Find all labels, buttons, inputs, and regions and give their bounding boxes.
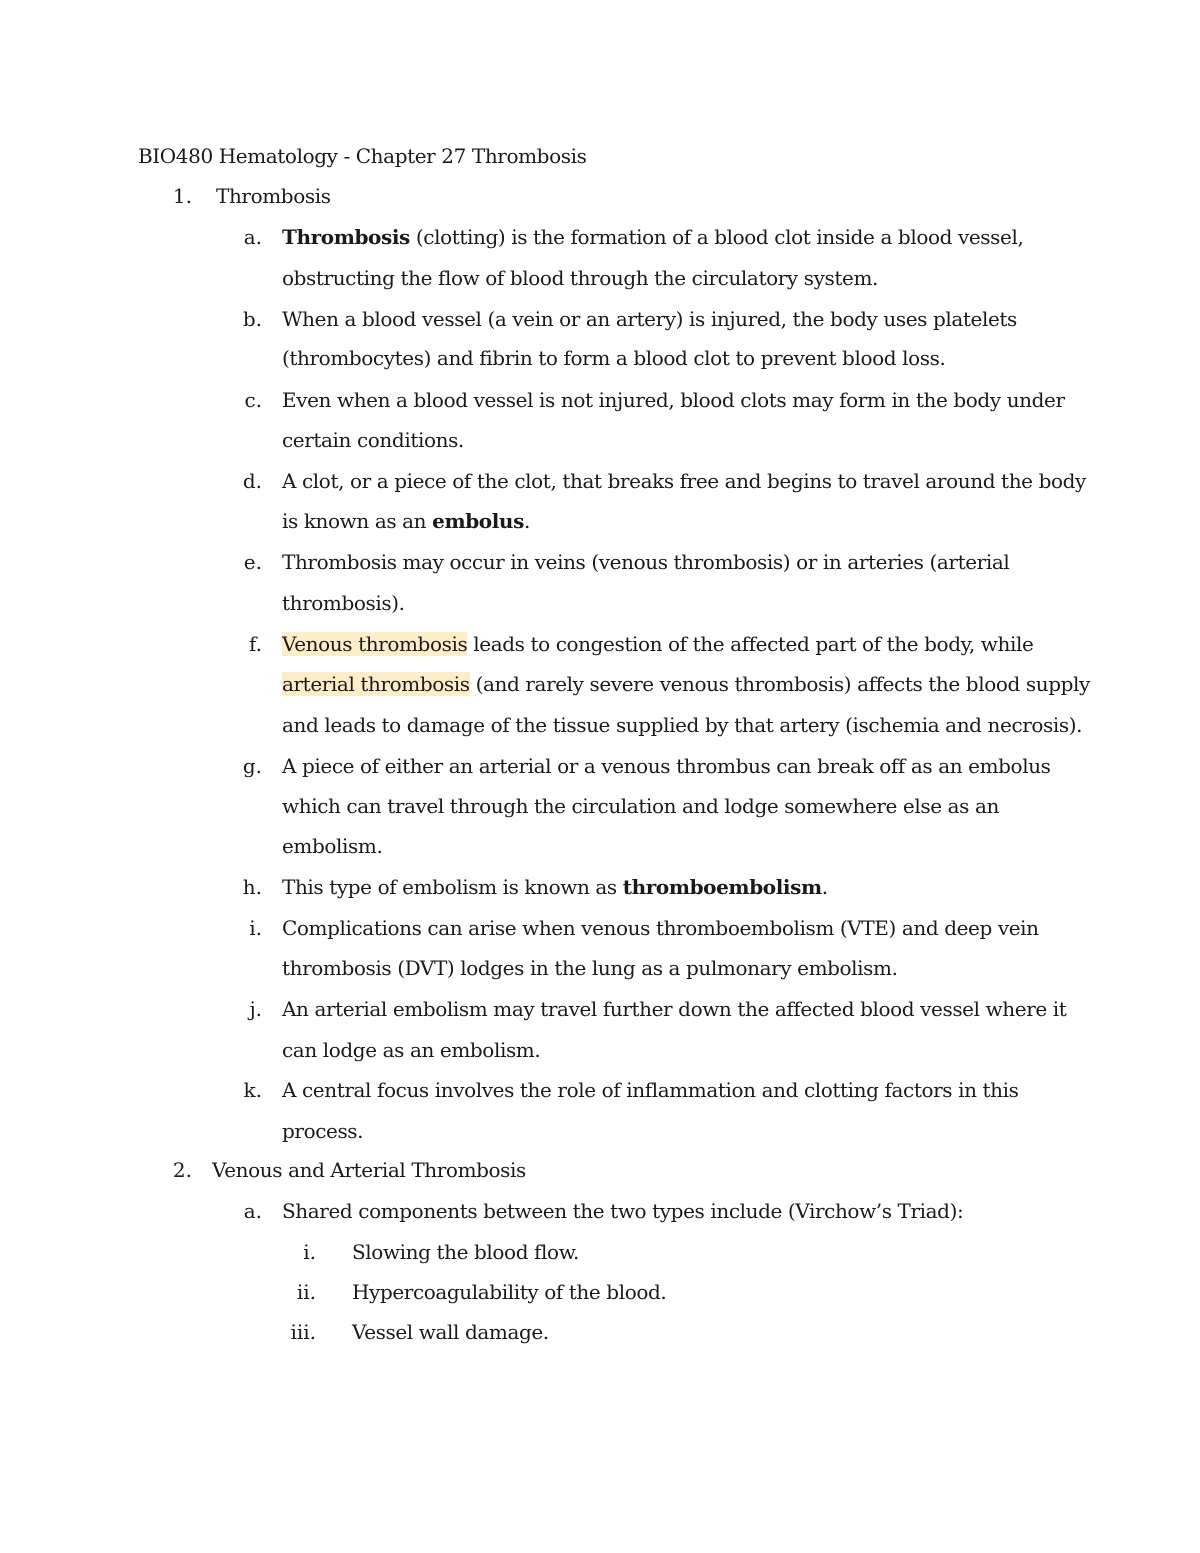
item-1g-marker: g. <box>242 754 262 778</box>
subitem-ii-marker: ii. <box>296 1280 316 1304</box>
item-1k-line2: process. <box>282 1119 364 1143</box>
item-1g-line1: A piece of either an arterial or a venous thrombus can break off as an embolus <box>282 754 1051 778</box>
item-1a-line1: Thrombosis (clotting) is the formation of a blood clot inside a blood vessel, <box>282 225 1024 249</box>
item-1a-line2: obstructing the flow of blood through the circulatory system. <box>282 266 878 290</box>
item-1f-line3: and leads to damage of the tissue supplied by that artery (ischemia and necrosis). <box>282 713 1083 737</box>
item-1c-line2: certain conditions. <box>282 428 464 452</box>
item-1b-line1: When a blood vessel (a vein or an artery) is injured, the body uses platelets <box>282 307 1017 331</box>
highlight-arterial-thrombosis: arterial thrombosis <box>282 672 470 696</box>
subitem-iii-text: Vessel wall damage. <box>352 1320 549 1344</box>
item-1c-line1: Even when a blood vessel is not injured, blood clots may form in the body under <box>282 388 1065 412</box>
item-1k-line1: A central focus involves the role of inflammation and clotting factors in this <box>282 1078 1019 1102</box>
item-1j-line1: An arterial embolism may travel further down the affected blood vessel where it <box>282 997 1067 1021</box>
document-title: BIO480 Hematology - Chapter 27 Thrombosis <box>138 144 587 168</box>
item-1i-line2: thrombosis (DVT) lodges in the lung as a pulmonary embolism. <box>282 956 898 980</box>
item-1d-line2: is known as an embolus. <box>282 509 530 533</box>
item-1g-line3: embolism. <box>282 834 383 858</box>
item-1f-marker: f. <box>248 632 262 656</box>
item-1i-line1: Complications can arise when venous thromboembolism (VTE) and deep vein <box>282 916 1039 940</box>
item-1b-line2: (thrombocytes) and fibrin to form a blood clot to prevent blood loss. <box>282 346 946 370</box>
item-2a-marker: a. <box>243 1199 262 1223</box>
item-1i-marker: i. <box>249 916 262 940</box>
item-1e-line2: thrombosis). <box>282 591 405 615</box>
section-1-marker: 1. <box>172 184 192 208</box>
term-embolus: embolus <box>432 509 524 533</box>
item-1j-marker: j. <box>249 997 262 1021</box>
subitem-ii-text: Hypercoagulability of the blood. <box>352 1280 667 1304</box>
item-1e-line1: Thrombosis may occur in veins (venous thrombosis) or in arteries (arterial <box>282 550 1010 574</box>
subitem-i-marker: i. <box>303 1240 316 1264</box>
item-1f-line1: Venous thrombosis leads to congestion of the affected part of the body, while <box>282 632 1034 656</box>
item-1j-line2: can lodge as an embolism. <box>282 1038 541 1062</box>
section-2-heading: Venous and Arterial Thrombosis <box>212 1158 526 1182</box>
item-1d-marker: d. <box>242 469 262 493</box>
term-thrombosis: Thrombosis <box>282 225 410 249</box>
item-1d-line1: A clot, or a piece of the clot, that breaks free and begins to travel around the body <box>282 469 1086 493</box>
item-1a-marker: a. <box>243 225 262 249</box>
subitem-i-text: Slowing the blood flow. <box>352 1240 579 1264</box>
term-thromboembolism: thromboembolism <box>622 875 822 899</box>
item-1h-marker: h. <box>242 875 262 899</box>
highlight-venous-thrombosis: Venous thrombosis <box>282 632 468 656</box>
item-1f-line2: arterial thrombosis (and rarely severe venous thrombosis) affects the blood supply <box>282 672 1090 696</box>
subitem-iii-marker: iii. <box>290 1320 316 1344</box>
item-1k-marker: k. <box>243 1078 262 1102</box>
section-2-marker: 2. <box>172 1158 192 1182</box>
item-1e-marker: e. <box>243 550 262 574</box>
item-1g-line2: which can travel through the circulation and lodge somewhere else as an <box>282 794 999 818</box>
item-1h-line1: This type of embolism is known as thromboembolism. <box>282 875 828 899</box>
item-1c-marker: c. <box>244 388 262 412</box>
item-2a-line1: Shared components between the two types include (Virchow’s Triad): <box>282 1199 964 1223</box>
section-1-heading: Thrombosis <box>216 184 331 208</box>
item-1b-marker: b. <box>242 307 262 331</box>
